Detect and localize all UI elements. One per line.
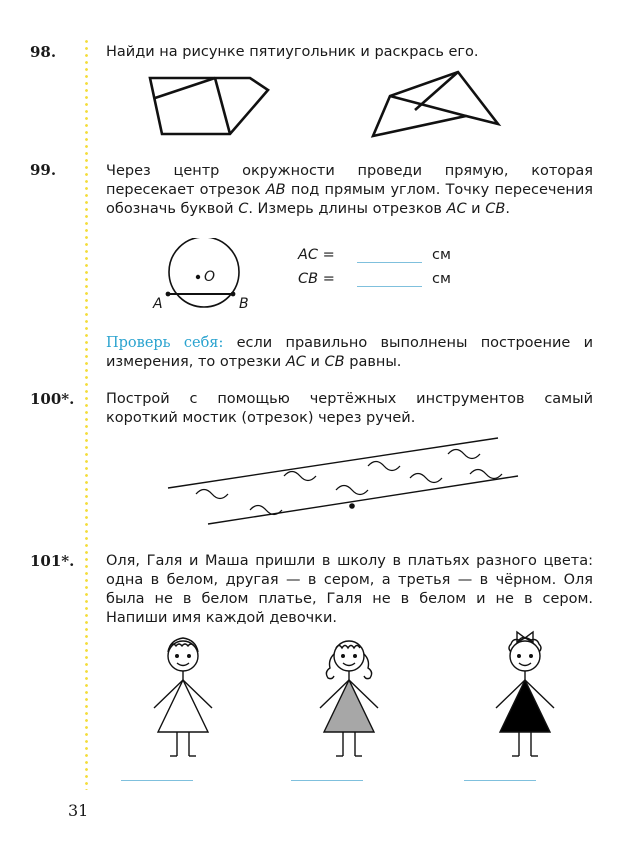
- girl-1-name-field[interactable]: [121, 780, 193, 781]
- task-99-check: Проверь себя: если правильно выполнены построение и измерения, то отрезки AC и CB равны.: [106, 335, 593, 370]
- girl-gray-dress: [314, 634, 384, 764]
- dress: [324, 680, 374, 732]
- margin-dotted-line: [85, 38, 88, 790]
- task-101-text: Оля, Галя и Маша пришли в школу в платьях разного цвета: одна в белом, другая — в сером, а третья — в чёрном. Оля была не в белом платье, Галя не в белом и не в сером. Напиши имя каждой девочки.: [106, 553, 593, 626]
- cb-unit: см: [432, 271, 451, 287]
- point-b: [231, 292, 236, 297]
- task-99-text: Через центр окружности проведи прямую, которая пересекает отрезок AB под прямым углом. Точку пересечения обозначь буквой C. Измерь длины отрезков AC и CB.: [106, 163, 593, 217]
- dress: [158, 680, 208, 732]
- point-o-label: O: [204, 269, 216, 285]
- stream-waves: [196, 450, 502, 515]
- girl-3-name-field[interactable]: [464, 780, 536, 781]
- check-label: Проверь себя:: [106, 335, 224, 351]
- task-101-number: 101*.: [30, 552, 75, 570]
- stream-point: [349, 503, 355, 509]
- girl-2-name-field[interactable]: [291, 780, 363, 781]
- task-100-stream: [160, 432, 520, 532]
- cb-answer-field[interactable]: [357, 286, 422, 287]
- task-100-number: 100*.: [30, 390, 75, 408]
- task-99-number: 99.: [30, 161, 57, 179]
- dress: [500, 680, 550, 732]
- girl-white-dress: [148, 634, 218, 764]
- task-98-figure-right: [370, 66, 510, 142]
- task-98-text: Найди на рисунке пятиугольник и раскрась его.: [106, 44, 479, 60]
- eq-ac-label: AC =: [298, 247, 335, 263]
- ac-answer-field[interactable]: [357, 262, 422, 263]
- eq-cb-label: CB =: [298, 271, 335, 287]
- girl-black-dress: [490, 630, 560, 764]
- point-b-label: B: [239, 296, 249, 312]
- point-center: [196, 275, 200, 279]
- page-number: 31: [68, 801, 89, 820]
- stream-bank-bottom: [208, 476, 518, 524]
- stream-bank-top: [168, 438, 498, 488]
- task-98-figure-left: [140, 70, 280, 140]
- task-98-number: 98.: [30, 43, 57, 61]
- point-a: [166, 292, 171, 297]
- point-a-label: A: [153, 296, 163, 312]
- task-100-text: Построй с помощью чертёжных инструментов самый короткий мостик (отрезок) через ручей.: [106, 391, 593, 426]
- ac-unit: см: [432, 247, 451, 263]
